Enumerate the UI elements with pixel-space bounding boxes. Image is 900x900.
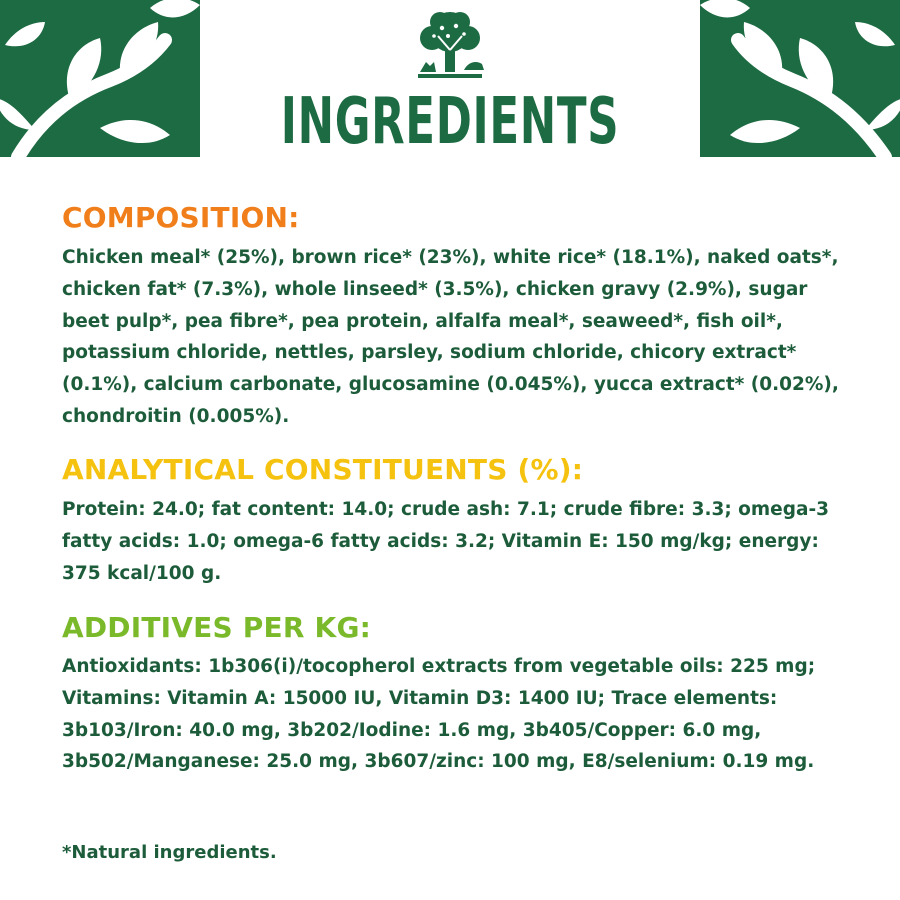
analytical-constituents-text: Protein: 24.0; fat content: 14.0; crude ash: 7.1; crude fibre: 3.3; omega-3 fatty acids: 1.0; omega-6 fatty acids: 3.2; Vitamin E: 150 mg/kg; energy: 375 kcal/100 g. xyxy=(62,499,829,584)
brand-logo xyxy=(408,10,492,84)
leaf-decoration-right xyxy=(700,0,900,157)
page-title: INGREDIENTS xyxy=(280,85,620,159)
header xyxy=(0,0,900,157)
leaf-pattern-right-icon xyxy=(700,0,900,157)
tree-logo-icon xyxy=(408,10,492,84)
additives-heading: ADDITIVES PER KG: xyxy=(62,611,372,644)
additives-text: Antioxidants: 1b306(i)/tocopherol extracts from vegetable oils: 225 mg; Vitamins: Vitamin A: 15000 IU, Vitamin D3: 1400 IU; Trace elements: 3b103/Iron: 40.0 mg, 3b202/Iodine: 1.6 mg, 3b405/Copper: 6.0 mg, 3b502/Manganese: 25.0 mg, 3b607/zinc: 100 mg, E8/selenium: 0.19 mg. xyxy=(62,656,816,773)
composition-heading: COMPOSITION: xyxy=(62,201,300,234)
analytical-constituents-heading: ANALYTICAL CONSTITUENTS (%): xyxy=(62,453,584,486)
footnote: *Natural ingredients. xyxy=(62,842,277,863)
composition-text: Chicken meal* (25%), brown rice* (23%), white rice* (18.1%), naked oats*, chicken fat* (7.3%), whole linseed* (3.5%), chicken gravy (2.9%), sugar beet pulp*, pea fibre*, pea protein, alfalfa meal*, seaweed*, fish oil*, potassium chloride, nettles, parsley, sodium chloride, chicory extract* (0.1%), calcium carbonate, glucosamine (0.045%), yucca extract* (0.02%), chondroitin (0.005%). xyxy=(62,247,839,427)
